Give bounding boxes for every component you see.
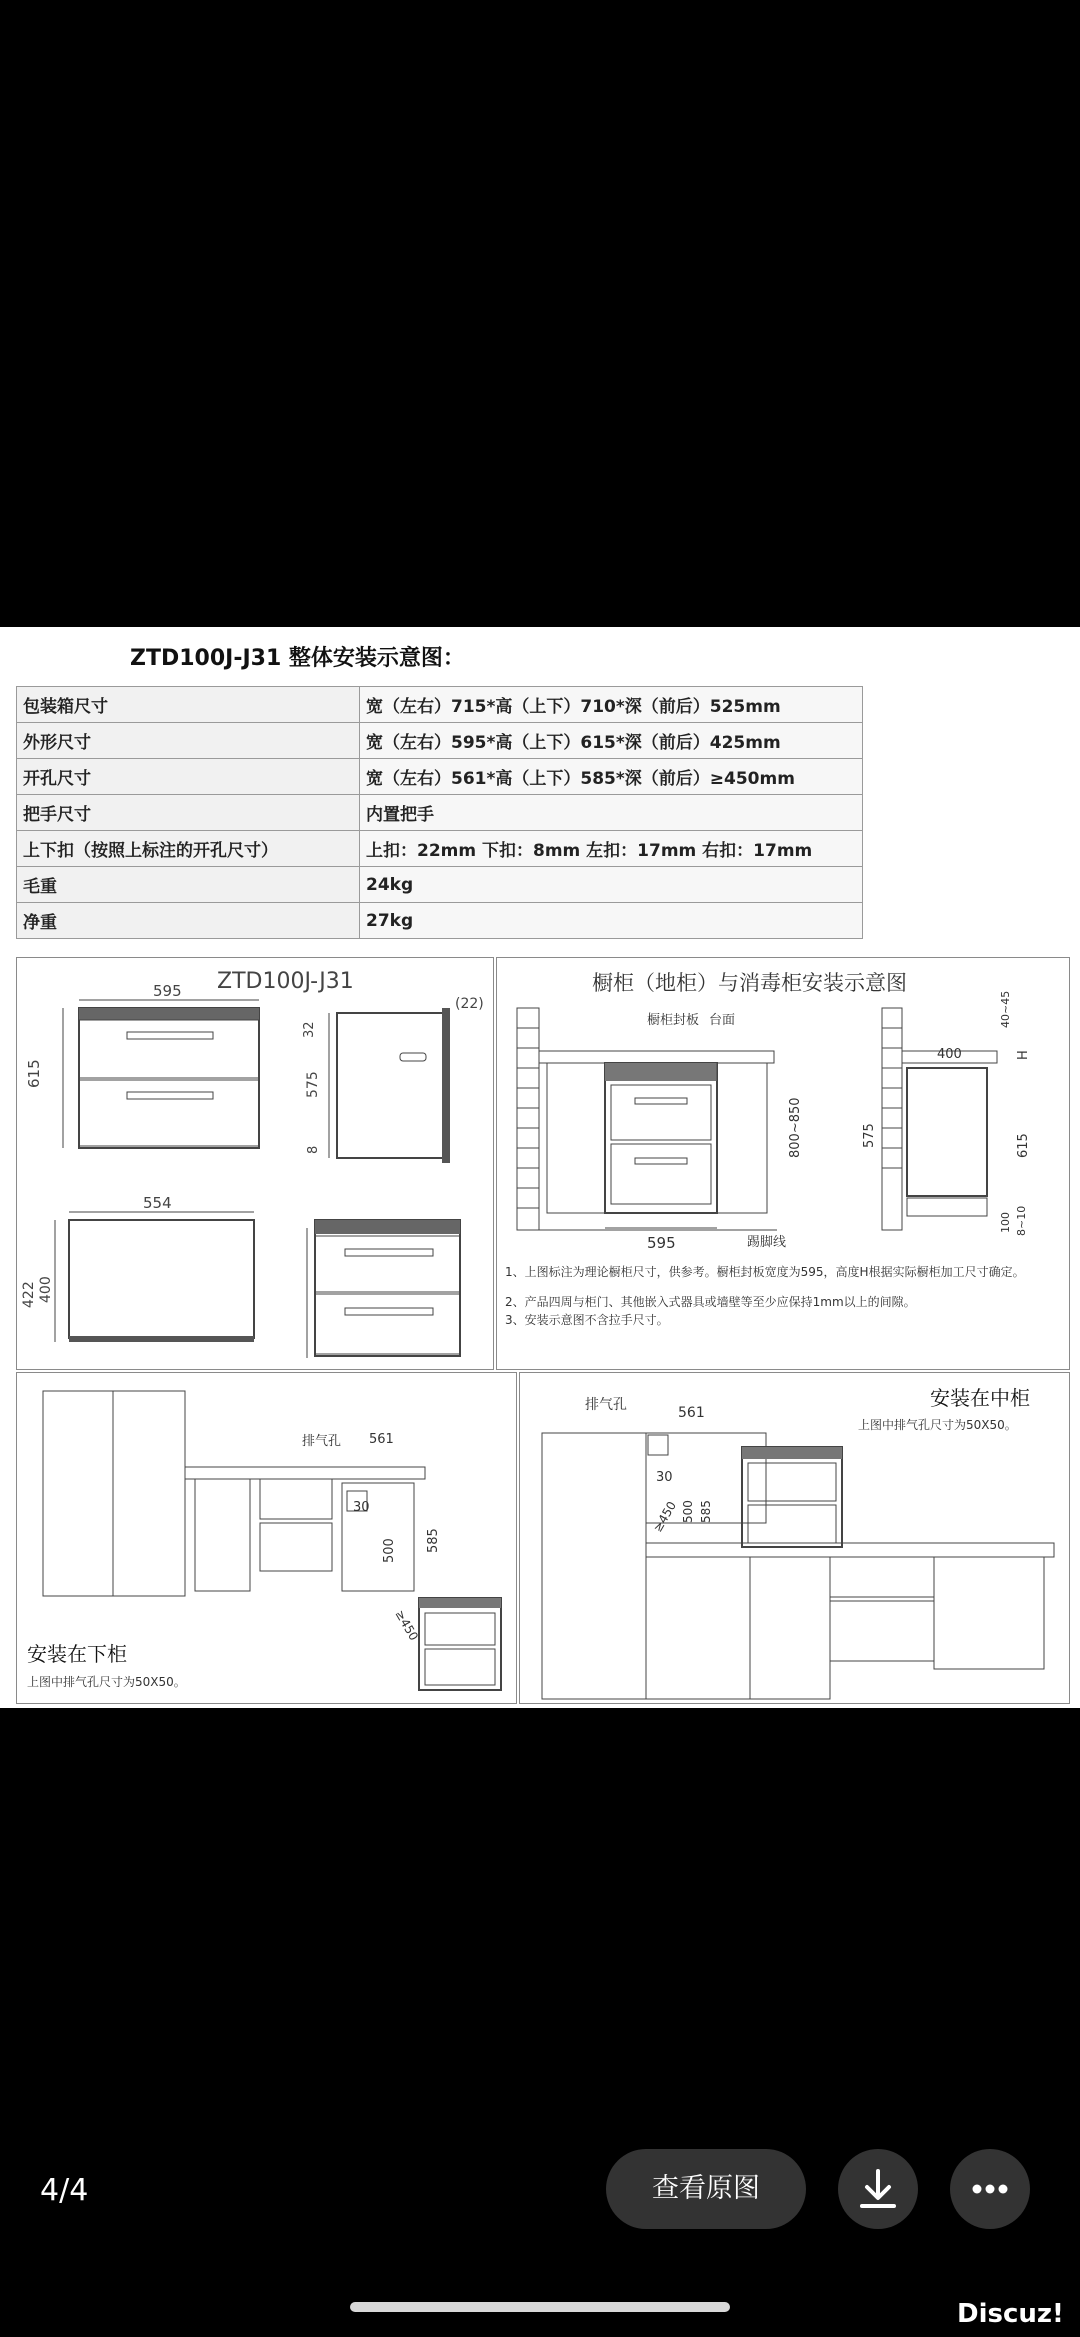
install-note: 3、安装示意图不含拉手尺寸。	[505, 1313, 669, 1327]
cabinet-install-panel	[496, 957, 1070, 1370]
svg-text:上图中排气孔尺寸为50X50。: 上图中排气孔尺寸为50X50。	[27, 1675, 186, 1689]
more-button[interactable]	[950, 2149, 1030, 2229]
svg-text:8: 8	[306, 1145, 321, 1154]
svg-text:422: 422	[21, 1281, 37, 1308]
download-icon	[838, 2149, 918, 2229]
svg-text:585: 585	[699, 1500, 713, 1523]
svg-text:上图中排气孔尺寸为50X50。: 上图中排气孔尺寸为50X50。	[858, 1418, 1017, 1432]
svg-text:400: 400	[38, 1276, 54, 1303]
posted-image[interactable]	[0, 627, 1080, 1708]
spec-row: 开孔尺寸 宽（左右）561*高（上下）585*深（前后）≥450mm	[17, 759, 863, 795]
home-indicator[interactable]	[350, 2302, 730, 2312]
download-button[interactable]	[838, 2149, 918, 2229]
svg-text:561: 561	[369, 1432, 394, 1447]
svg-text:595: 595	[153, 982, 182, 1000]
middle-cabinet-drawing	[520, 1373, 1069, 1703]
svg-text:30: 30	[353, 1500, 370, 1515]
cabinet-install-drawing	[497, 958, 1069, 1369]
svg-text:575: 575	[862, 1123, 877, 1148]
svg-text:排气孔: 排气孔	[302, 1434, 342, 1449]
view-original-button[interactable]: 查看原图	[606, 2149, 806, 2229]
brand-watermark: Discuz!	[957, 2299, 1064, 2329]
svg-text:585: 585	[426, 1528, 441, 1553]
svg-text:排气孔: 排气孔	[585, 1397, 627, 1413]
spec-row: 毛重 24kg	[17, 867, 863, 903]
more-icon	[950, 2149, 1030, 2229]
lower-cabinet-panel	[16, 1372, 517, 1704]
svg-text:554: 554	[143, 1194, 172, 1212]
lower-cabinet-title: 安装在下柜	[27, 1642, 127, 1666]
svg-text:595: 595	[647, 1234, 676, 1252]
svg-text:8~10: 8~10	[1015, 1205, 1028, 1236]
spec-row: 净重 27kg	[17, 903, 863, 939]
svg-text:40~45: 40~45	[999, 990, 1012, 1028]
svg-text:(22): (22)	[455, 996, 484, 1012]
spec-row: 上下扣（按照上标注的开孔尺寸） 上扣：22mm 下扣：8mm 左扣：17mm 右扣：17mm	[17, 831, 863, 867]
image-title: ZTD100J-J31 整体安装示意图：	[130, 646, 465, 671]
svg-text:800~850: 800~850	[788, 1097, 803, 1158]
svg-text:H: H	[1016, 1050, 1031, 1060]
install-note: 2、产品四周与柜门、其他嵌入式器具或墙壁等至少应保持1mm以上的间隙。	[505, 1295, 916, 1309]
svg-text:561: 561	[678, 1405, 705, 1421]
svg-text:615: 615	[25, 1059, 43, 1088]
svg-text:500: 500	[681, 1500, 695, 1523]
product-dimension-panel	[16, 957, 494, 1370]
svg-text:100: 100	[999, 1212, 1012, 1233]
middle-cabinet-title: 安装在中柜	[930, 1386, 1030, 1410]
svg-text:400: 400	[937, 1047, 962, 1062]
cabinet-install-title: 橱柜（地柜）与消毒柜安装示意图	[592, 971, 907, 995]
lower-cabinet-drawing	[17, 1373, 516, 1703]
svg-text:台面: 台面	[709, 1013, 736, 1028]
svg-text:615: 615	[1016, 1133, 1031, 1158]
svg-text:≥450: ≥450	[392, 1607, 422, 1644]
spec-row: 外形尺寸 宽（左右）595*高（上下）615*深（前后）425mm	[17, 723, 863, 759]
middle-cabinet-panel	[519, 1372, 1070, 1704]
svg-text:30: 30	[656, 1470, 673, 1485]
svg-text:32: 32	[302, 1021, 317, 1038]
svg-text:575: 575	[305, 1071, 321, 1098]
install-note: 1、上图标注为理论橱柜尺寸，供参考。橱柜封板宽度为595，高度H根据实际橱柜加工尺寸确定。	[505, 1265, 1025, 1279]
svg-text:500: 500	[382, 1538, 397, 1563]
svg-text:≥450: ≥450	[650, 1498, 680, 1535]
product-dimension-drawing	[17, 958, 493, 1369]
spec-table	[16, 686, 863, 939]
svg-text:踢脚线: 踢脚线	[747, 1235, 787, 1250]
spec-row: 把手尺寸 内置把手	[17, 795, 863, 831]
spec-row: 包装箱尺寸 宽（左右）715*高（上下）710*深（前后）525mm	[17, 687, 863, 723]
page-indicator: 4/4	[40, 2173, 89, 2208]
svg-text:橱柜封板: 橱柜封板	[647, 1013, 700, 1028]
model-label: ZTD100J-J31	[217, 969, 354, 994]
